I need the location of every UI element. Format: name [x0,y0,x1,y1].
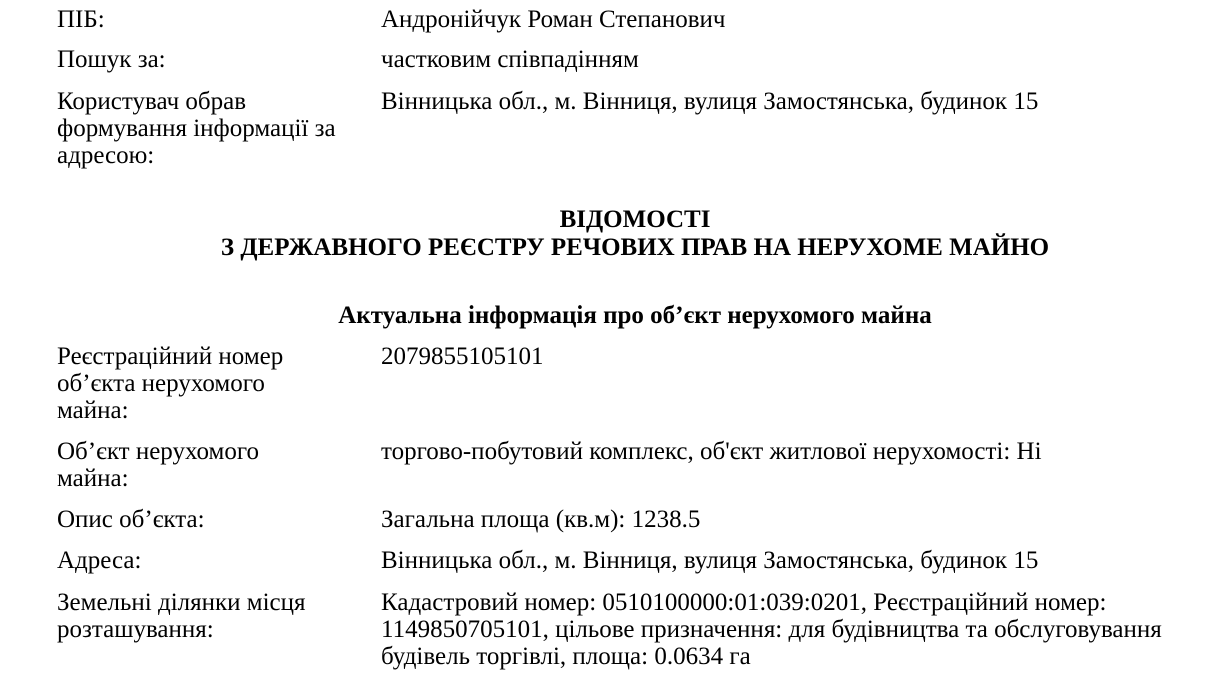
land-label: Земельні ділянки місця розташування: [57,589,306,643]
pib-label: ПІБ: [57,6,105,33]
land-value: Кадастровий номер: 0510100000:01:039:0201, Реєстраційний номер: 1149850705101, цільове призначення: для будівництва та обслуговування будівель торгівлі, площа: 0.0634 га [381,589,1162,670]
reg-number-value: 2079855105101 [381,343,544,370]
description-label: Опис об’єкта: [57,506,205,533]
search-by-label: Пошук за: [57,46,166,73]
document-title-line2: З ДЕРЖАВНОГО РЕЄСТРУ РЕЧОВИХ ПРАВ НА НЕРУХОМЕ МАЙНО [220,234,1050,261]
address-label: Адреса: [57,547,142,574]
reg-number-label: Реєстраційний номер об’єкта нерухомого майна: [57,343,284,424]
object-label: Об’єкт нерухомого майна: [57,438,259,492]
description-value: Загальна площа (кв.м): 1238.5 [381,506,701,533]
section-title: Актуальна інформація про об’єкт нерухомого майна [338,302,932,329]
object-value: торгово-побутовий комплекс, об'єкт житлової нерухомості: Ні [381,438,1042,465]
address-value: Вінницька обл., м. Вінниця, вулиця Замостянська, будинок 15 [381,547,1039,574]
document-title-line1: ВІДОМОСТІ [559,206,711,233]
address-choice-value: Вінницька обл., м. Вінниця, вулиця Замостянська, будинок 15 [381,88,1039,115]
search-by-value: частковим співпадінням [381,46,639,73]
address-choice-label: Користувач обрав формування інформації за адресою: [57,88,336,169]
pib-value: Андронійчук Роман Степанович [381,6,726,33]
